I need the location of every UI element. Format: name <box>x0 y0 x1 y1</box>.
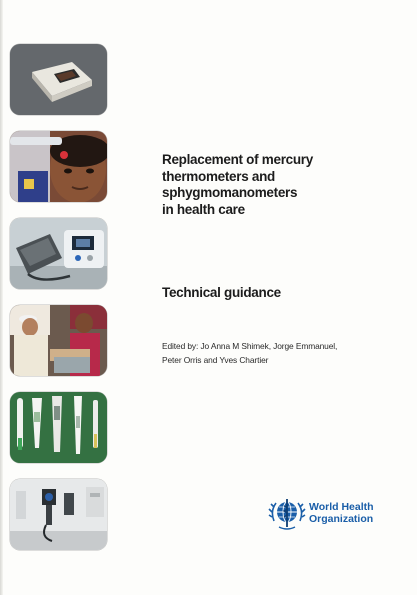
clinic-measurement-photo <box>10 305 107 376</box>
wall-mounted-sphygmomanometer-photo <box>10 479 107 550</box>
who-logo <box>268 497 388 531</box>
who-name-line: Organization <box>309 513 374 525</box>
title-line: in health care <box>162 201 245 217</box>
page-edge <box>0 0 3 595</box>
title-line: Replacement of mercury <box>162 152 313 167</box>
who-name-line: World Health <box>309 501 374 513</box>
thermometers-photo <box>10 392 107 463</box>
who-emblem-icon <box>268 497 306 531</box>
title-line: thermometers and <box>162 168 275 184</box>
who-name <box>309 501 374 525</box>
digital-thermometer-photo <box>10 44 107 115</box>
editors-line: Peter Orris and Yves Chartier <box>162 355 269 365</box>
document-title <box>162 152 362 218</box>
title-line: sphygmomanometers <box>162 185 298 200</box>
editors-credit <box>162 339 337 367</box>
child-temperature-photo <box>10 131 107 202</box>
document-subtitle: Technical guidance <box>162 285 281 300</box>
blood-pressure-monitor-photo <box>10 218 107 289</box>
editors-line: Edited by: Jo Anna M Shimek, Jorge Emmanuel, <box>162 341 338 351</box>
